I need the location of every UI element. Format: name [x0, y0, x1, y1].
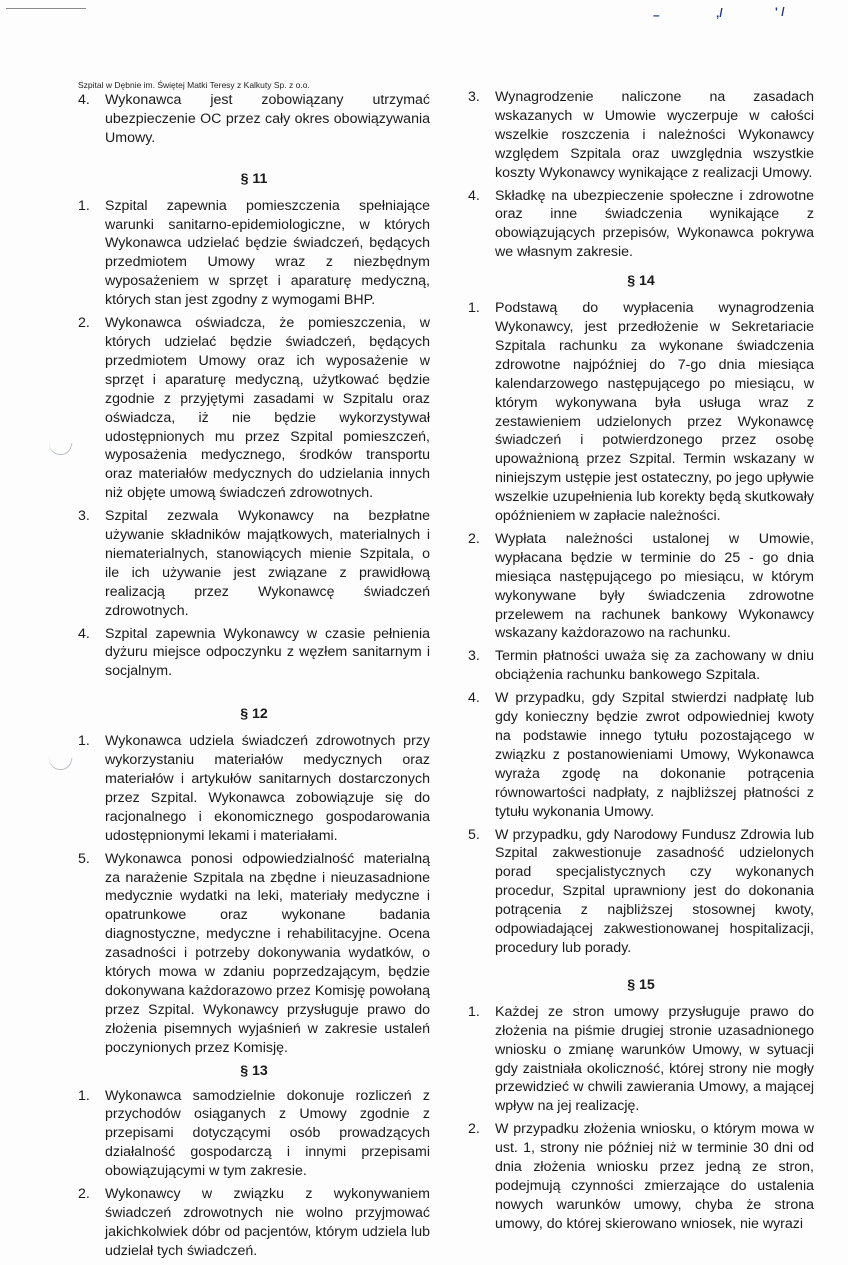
right-column	[468, 88, 814, 1238]
list-item: 2. W przypadku złożenia wniosku, o którym mowa w ust. 1, strony nie później niż w terminie 30 dni od dnia złożenia wniosku przez jedną ze stron, podejmują czynności zmierzające do ustalenia nowych warunków umowy, chyba że strona umowy, do której skierowano wniosek, nie wyrazi	[468, 1121, 814, 1232]
section-heading-13: § 13	[240, 1062, 268, 1079]
list-item: 1. Każdej ze stron umowy przysługuje prawo do złożenia na piśmie drugiej stronie uzasadnionego wniosku o zmianę warunków Umowy, w sytuacji gdy zaistniała okoliczność, której strony nie mogły przewidzieć w chwili zawierania Umowy, a mającej wpływ na jej realizację.	[468, 1003, 814, 1115]
list-item: 3. Szpital zezwala Wykonawcy na bezpłatne używanie składników majątkowych, materialnych i niematerialnych, stanowiących mienie Szpitala, o ile ich używanie jest związane z prawidłową realizacją przez Wykonawcę świadczeń zdrowotnych.	[78, 508, 430, 619]
list-item: 4. Wykonawca jest zobowiązany utrzymać ubezpieczenie OC przez cały okres obowiązywania Umowy.	[78, 92, 430, 146]
list-item: 4. W przypadku, gdy Szpital stwierdzi nadpłatę lub gdy konieczny będzie zwrot odpowiedniej kwoty na podstawie innego tytułu pozostającego w związku z postanowieniami Umowy, Wykonawca wyraża zgodę na dokonanie potrącenia równowartości nadpłaty, z najbliższej płatności z tytułu wykonania Umowy.	[468, 690, 814, 820]
list-item: 2. Wykonawca oświadcza, że pomieszczenia, w których udzielać będzie świadczeń, będących przedmiotem Umowy oraz ich wyposażenie w sprzęt i aparaturę medyczną, użytkować będzie zgodnie z przyjętymi zasadami w Szpitalu oraz oświadcza, iż nie będzie wykorzystywał udostępnionych mu przez Szpital pomieszczeń, wyposażenia medycznego, środków transportu oraz materiałów medycznych do udzielania innych niż objęte umową świadczeń zdrowotnych.	[78, 315, 430, 502]
list-item: 1. Wykonawca samodzielnie dokonuje rozliczeń z przychodów osiąganych z Umowy zgodnie z przepisami dotyczącymi osób prowadzących działalność gospodarczą i innymi przepisami obowiązującymi w tym zakresie.	[78, 1087, 430, 1180]
list-item: 1. Szpital zapewnia pomieszczenia spełniające warunki sanitarno-epidemiologiczne, w których Wykonawca udzielać będzie świadczeń, będących przedmiotem Umowy wraz z niezbędnym wyposażeniem w sprzęt i aparaturę medyczną, których stan jest zgodny z wymogami BHP.	[78, 197, 430, 309]
list-item: 2. Wypłata należności ustalonej w Umowie, wypłacana będzie w terminie do 25 - go dnia miesiąca następującego po miesiącu, w którym wykonywane były świadczenia zdrowotne przelewem na rachunek bankowy Wykonawcy wskazany każdorazowo na rachunku.	[468, 530, 814, 642]
section-heading-12: § 12	[240, 706, 268, 723]
list-item: 4. Składkę na ubezpieczenie społeczne i zdrowotne oraz inne świadczenia wynikające z obowiązujących przepisów, Wykonawca pokrywa we własnym zakresie.	[468, 187, 814, 261]
list-item: 5. W przypadku, gdy Narodowy Fundusz Zdrowia lub Szpital zakwestionuje zasadność udzielonych porad specjalistycznych czy wykonanych procedur, Szpital uprawniony jest do dokonania potrącenia z najbliższej stosownej kwoty, odpowiadającej zakwestionowanej hospitalizacji, procedury lub porady.	[468, 826, 814, 956]
scan-top-rule	[6, 8, 86, 9]
section-heading-14: § 14	[627, 273, 655, 290]
punch-hole-mark-icon	[46, 752, 72, 772]
section-heading-15: § 15	[627, 976, 655, 993]
section-heading-11: § 11	[240, 170, 268, 187]
ink-mark-tick-1: ‚/	[716, 6, 723, 20]
list-item: 2. Wykonawcy w związku z wykonywaniem świadczeń zdrowotnych nie wolno przyjmować jakichkolwiek dóbr od pacjentów, którym udziela lub udzielał tych świadczeń.	[78, 1186, 430, 1259]
list-item: 3. Wynagrodzenie naliczone na zasadach wskazanych w Umowie wyczerpuje w całości wszelkie roszczenia i należności Wykonawcy względem Szpitala oraz uwzględnia wszystkie koszty Wykonawcy wynikające z realizacji Umowy.	[468, 89, 814, 181]
left-column	[78, 91, 430, 1265]
list-item: 4. Szpital zapewnia Wykonawcy w czasie pełnienia dyżuru miejsce odpoczynku z węzłem sanitarnym i socjalnym.	[78, 625, 430, 680]
punch-hole-mark-icon	[46, 437, 72, 457]
list-item: 1. Wykonawca udziela świadczeń zdrowotnych przy wykorzystaniu materiałów medycznych oraz materiałów i artykułów sanitarnych dostarczonych przez Szpital. Wykonawca zobowiązuje się do racjonalnego i ekonomicznego gospodarowania udostępnionymi lekami i materiałami.	[78, 733, 430, 844]
list-item: 1. Podstawą do wypłacenia wynagrodzenia Wykonawcy, jest przedłożenie w Sekretariacie Szpitala rachunku za wykonane świadczenia zdrowotne najpóźniej do 7-go dnia miesiąca kalendarzowego następującego po miesiącu, w którym wykonywana była usługa wraz z zestawieniem udzielonych przez Wykonawcę świadczeń i potwierdzonego przez osobę upoważnioną przez Szpital. Termin wskazany w niniejszym ustępie jest ostateczny, po jego upływie wszelkie uzupełnienia lub korekty będą skutkowały opóźnieniem w zapłacie należności.	[468, 300, 814, 525]
document-header: Szpital w Dębnie im. Świętej Matki Teresy z Kalkuty Sp. z o.o.	[78, 80, 310, 90]
ink-mark-dash: –	[653, 8, 660, 22]
list-item: 5. Wykonawca ponosi odpowiedzialność materialną za narażenie Szpitala na zbędne i nieuzasadnione medycznie wydatki na leki, materiały medyczne i opatrunkowe oraz wykonane badania diagnostyczne, medyczne i rehabilitacyjne. Ocena zasadności i potrzeby dokonywania wydatków, o których mowa w zdaniu poprzedzającym, będzie dokonywana każdorazowo przez Komisję powołaną przez Szpital. Wykonawcy przysługuje prawo do złożenia pisemnych wyjaśnień w zakresie ustaleń poczynionych przez Komisję.	[78, 850, 430, 1056]
list-item: 3. Termin płatności uważa się za zachowany w dniu obciążenia rachunku bankowego Szpitala.	[468, 648, 814, 684]
ink-mark-tick-2: ' /	[775, 5, 785, 19]
